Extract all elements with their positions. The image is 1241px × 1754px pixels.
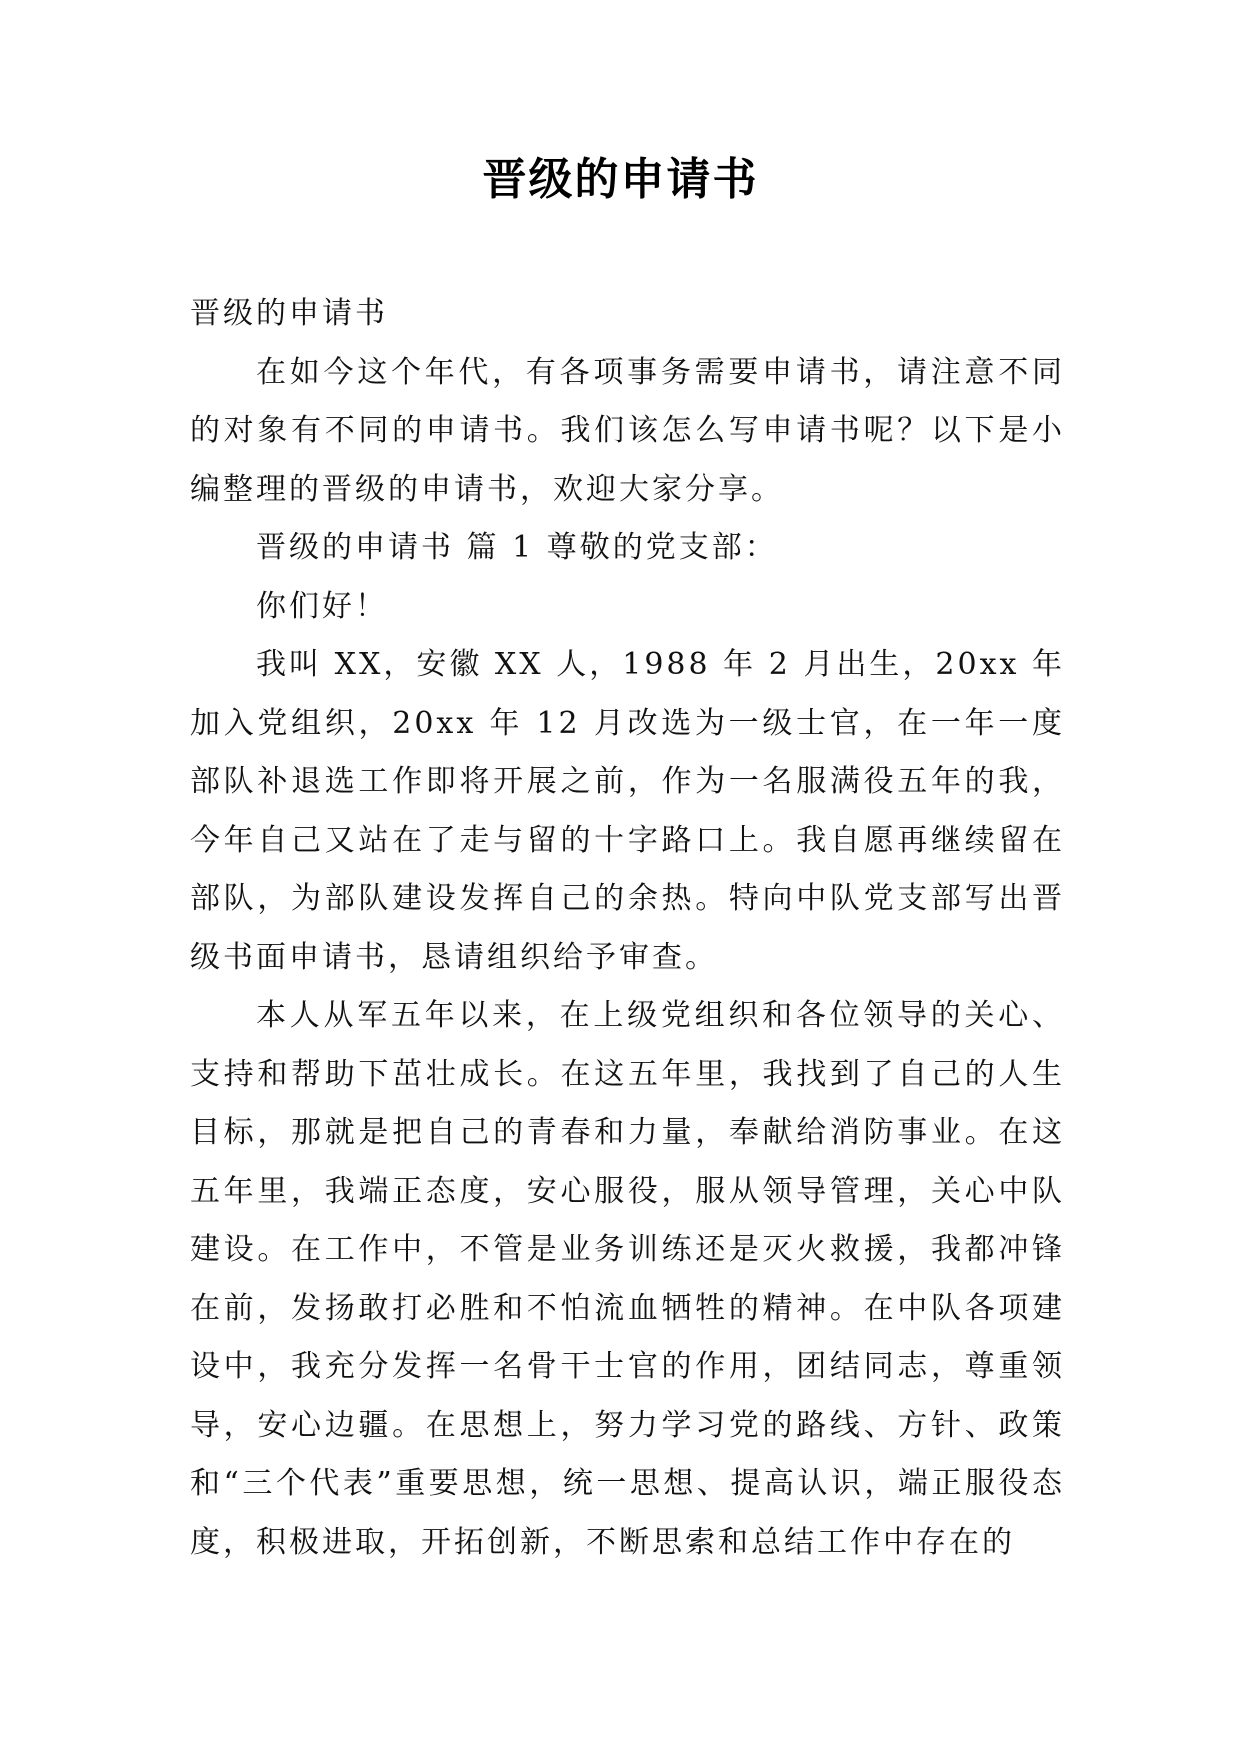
document-body (190, 285, 1065, 1572)
paragraph-self-introduction: 我叫 XX，安徽 XX 人，1988 年 2 月出生，20xx 年加入党组织，20xx 年 12 月改选为一级士官，在一年一度部队补退选工作即将开展之前，作为一名服满役五年的我，今年自己又站在了走与留的十字路口上。我自愿再继续留在部队，为部队建设发挥自己的余热。特向中队党支部写出晋级书面申请书，恳请组织给予审查。 (190, 647, 1065, 975)
paragraph-salutation: 晋级的申请书 篇 1 尊敬的党支部： (256, 530, 778, 565)
paragraph-heading: 晋级的申请书 (190, 296, 388, 331)
paragraph-service-record: 本人从军五年以来，在上级党组织和各位领导的关心、支持和帮助下茁壮成长。在这五年里，我找到了自己的人生目标，那就是把自己的青春和力量，奉献给消防事业。在这五年里，我端正态度，安心服役，服从领导管理，关心中队建设。在工作中，不管是业务训练还是灭火救援，我都冲锋在前，发扬敢打必胜和不怕流血牺牲的精神。在中队各项建设中，我充分发挥一名骨干士官的作用，团结同志，尊重领导，安心边疆。在思想上，努力学习党的路线、方针、政策和“三个代表”重要思想，统一思想、提高认识，端正服役态度，积极进取，开拓创新，不断思索和总结工作中存在的 (190, 998, 1065, 1560)
paragraph-intro: 在如今这个年代，有各项事务需要申请书，请注意不同的对象有不同的申请书。我们该怎么写申请书呢？以下是小编整理的晋级的申请书，欢迎大家分享。 (190, 354, 1065, 507)
document-title: 晋级的申请书 (482, 154, 759, 205)
paragraph-greeting: 你们好！ (256, 588, 388, 624)
